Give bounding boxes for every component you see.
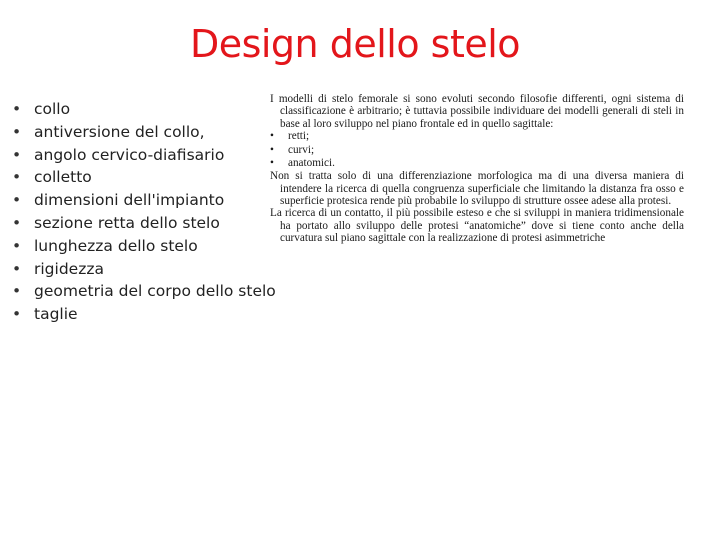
bullet-icon: • [12, 259, 22, 278]
list-item [12, 144, 276, 167]
list-item [270, 157, 684, 170]
slide-title: Design dello stelo [189, 22, 521, 66]
list-item [12, 121, 276, 144]
list-item [12, 258, 276, 281]
paragraph-contact: La ricerca di un contatto, il più possibile esteso e che si sviluppi in maniera tridimensionale ha portato allo sviluppo delle protesi “anatomiche” dove si tiene conto anche della curvatura sul piano sagittale con la realizzazione di protesi asimmetriche [270, 207, 684, 245]
list-item [12, 98, 276, 121]
list-item [12, 280, 276, 303]
list-item [12, 189, 276, 212]
list-item [270, 144, 684, 157]
list-item [12, 166, 276, 189]
list-item [270, 130, 684, 143]
list-item-label: sezione retta dello stelo [34, 213, 220, 232]
list-item-label: lunghezza dello stelo [34, 236, 198, 255]
list-item [12, 235, 276, 258]
paragraph-morphology: Non si tratta solo di una differenziazione morfologica ma di una diversa maniera di intendere la ricerca di quella congruenza superficiale che limitando la distanza fra osso e superficie protesica rende più probabile lo sviluppo di strutture ossee adese alla protesi. [270, 170, 684, 207]
list-item-label: angolo cervico-diafisario [34, 145, 225, 164]
design-parameters-list [12, 98, 276, 326]
list-item-label: antiversione del collo, [34, 122, 205, 141]
bullet-icon: • [12, 122, 22, 141]
bullet-icon: • [12, 168, 22, 187]
bullet-icon: • [12, 100, 22, 118]
bullet-icon: • [12, 145, 22, 164]
bullet-icon: • [12, 213, 22, 232]
list-item-label: rigidezza [34, 259, 104, 278]
list-item-label: anatomici. [288, 156, 335, 169]
bullet-icon: • [12, 236, 22, 255]
paragraph-intro: I modelli di stelo femorale si sono evoluti secondo filosofie differenti, ogni sistema di classificazione è arbitrario; è tuttavia possibile individuare dei modelli generali di steli in base al loro sviluppo nel piano frontale ed in quello sagittale: [270, 93, 684, 130]
bullet-icon: • [12, 305, 22, 324]
stem-types-list [270, 130, 684, 170]
bullet-icon: • [270, 143, 274, 156]
list-item-label: collo [34, 100, 71, 118]
bullet-icon: • [270, 130, 274, 143]
list-item-label: geometria del corpo dello stelo [34, 282, 276, 301]
list-item-label: retti; [288, 130, 310, 143]
bullet-icon: • [12, 282, 22, 301]
list-item-label: dimensioni dell'impianto [34, 191, 225, 210]
list-item [12, 303, 276, 326]
list-item-label: taglie [34, 305, 78, 324]
list-item-label: colletto [34, 168, 92, 187]
scanned-text-excerpt [270, 93, 684, 245]
bullet-icon: • [12, 191, 22, 210]
list-item-label: curvi; [288, 143, 315, 156]
bullet-icon: • [270, 156, 274, 169]
list-item [12, 212, 276, 235]
